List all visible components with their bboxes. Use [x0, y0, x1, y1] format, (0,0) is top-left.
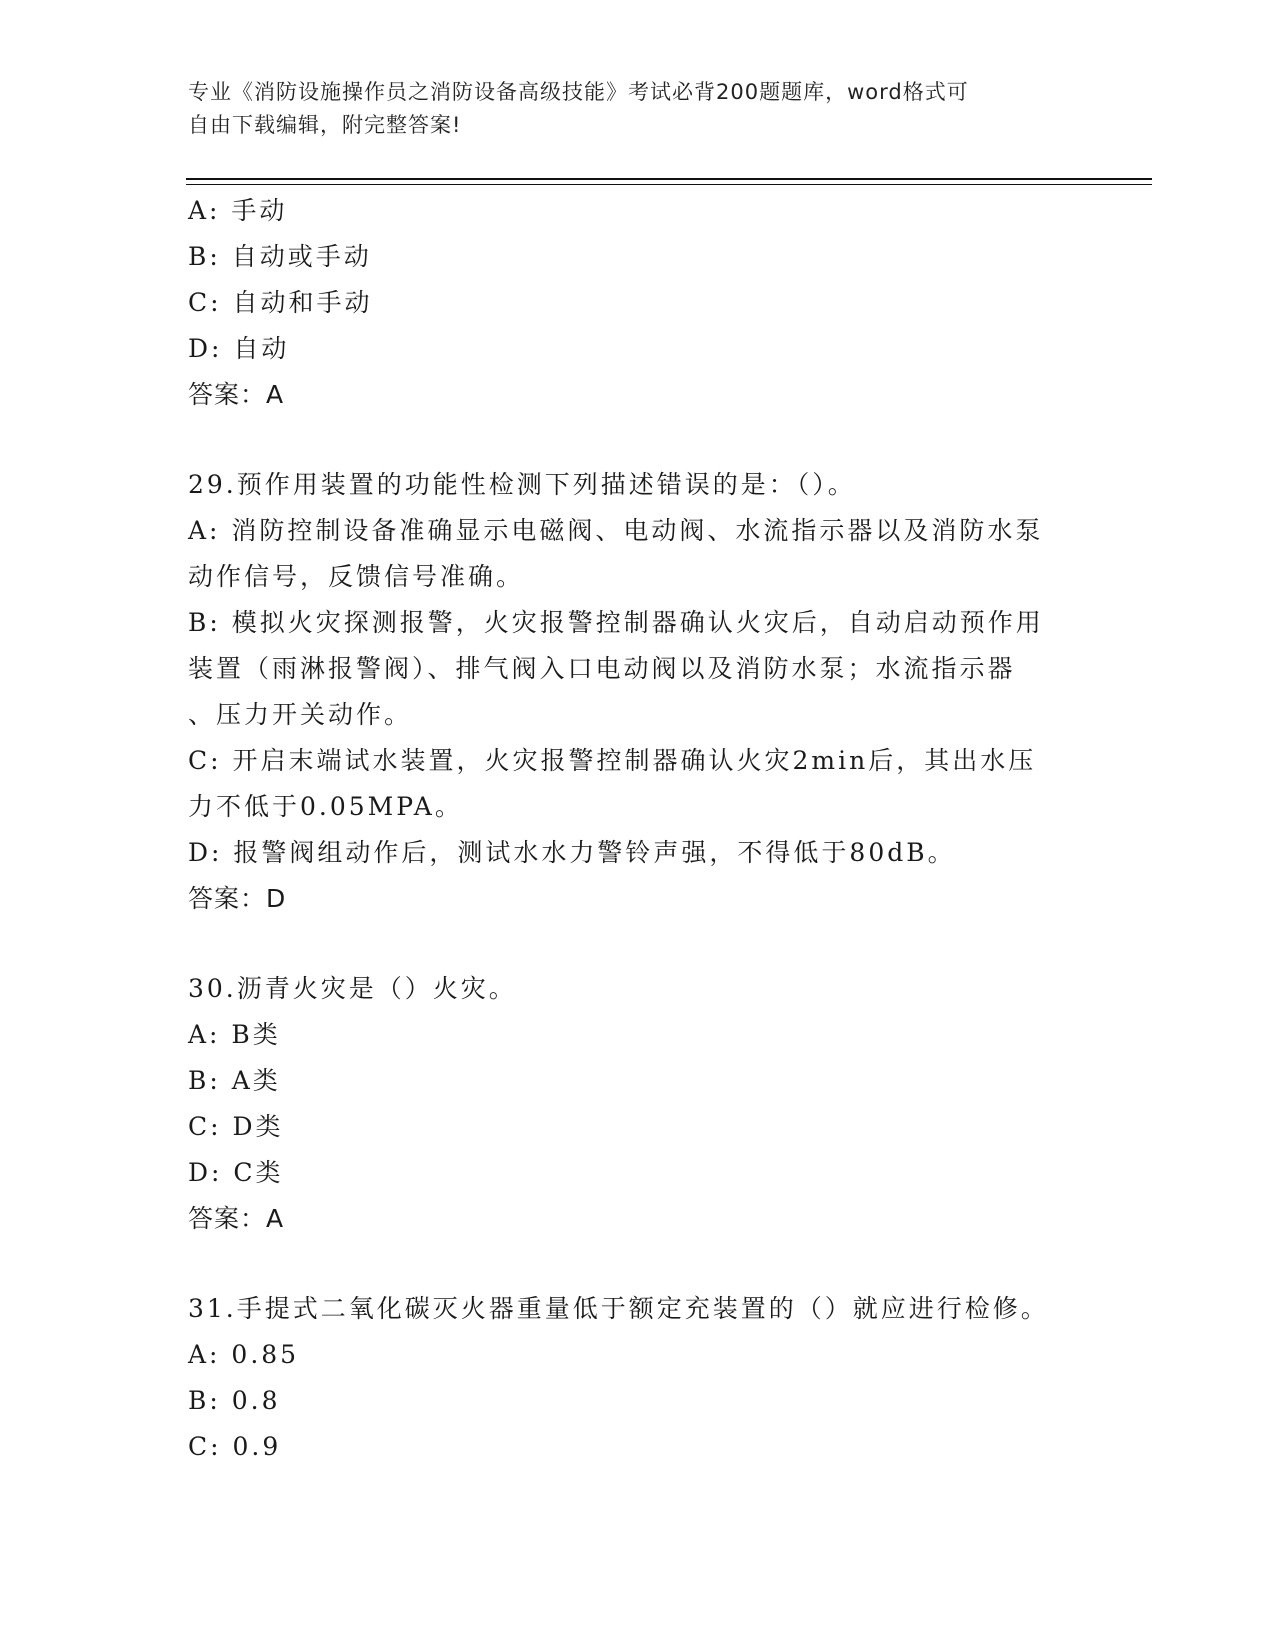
question-31: [188, 1286, 1088, 1470]
option-c-line-1: C: 开启末端试水装置，火灾报警控制器确认火灾2min后，其出水压: [188, 746, 1037, 775]
option-a: A: 0.85: [188, 1340, 300, 1369]
answer-label: 答案：A: [188, 1204, 285, 1233]
option-c: C: 自动和手动: [188, 288, 373, 317]
option-a-line-1: A: 消防控制设备准确显示电磁阀、电动阀、水流指示器以及消防水泵: [188, 516, 1044, 545]
option-b: B: 自动或手动: [188, 242, 372, 271]
option-c: C: D类: [188, 1112, 284, 1141]
option-a-line-2: 动作信号，反馈信号准确。: [188, 562, 525, 591]
option-b-line-1: B: 模拟火灾探测报警，火灾报警控制器确认火灾后，自动启动预作用: [188, 608, 1044, 637]
question-text: 31.手提式二氧化碳灭火器重量低于额定充装置的（）就应进行检修。: [188, 1294, 1049, 1323]
option-d: D: 自动: [188, 334, 290, 363]
answer-label: 答案：D: [188, 884, 287, 913]
question-30: [188, 966, 1088, 1242]
answer-label: 答案：A: [188, 380, 285, 409]
option-b: B: 0.8: [188, 1386, 281, 1415]
question-29: [188, 462, 1088, 922]
header-line-1: 专业《消防设施操作员之消防设备高级技能》考试必背200题题库，word格式可: [188, 80, 969, 104]
question-text: 30.沥青火灾是（）火灾。: [188, 974, 517, 1003]
document-header: [188, 76, 1068, 142]
option-c: C: 0.9: [188, 1432, 282, 1461]
option-a: A: 手动: [188, 196, 288, 225]
option-d: D: 报警阀组动作后，测试水水力警铃声强，不得低于80dB。: [188, 838, 956, 867]
option-c-line-2: 力不低于0.05MPA。: [188, 792, 463, 821]
header-rule: [186, 178, 1152, 180]
header-line-2: 自由下载编辑，附完整答案!: [188, 113, 462, 137]
option-b: B: A类: [188, 1066, 281, 1095]
header-rule-thin: [186, 184, 1152, 185]
question-28: [188, 188, 1088, 418]
option-b-line-2: 装置（雨淋报警阀）、排气阀入口电动阀以及消防水泵；水流指示器: [188, 654, 1016, 683]
option-b-line-3: 、压力开关动作。: [188, 700, 413, 729]
option-d: D: C类: [188, 1158, 284, 1187]
option-a: A: B类: [188, 1020, 281, 1049]
question-list: [188, 188, 1088, 1470]
question-text: 29.预作用装置的功能性检测下列描述错误的是：（）。: [188, 470, 856, 499]
